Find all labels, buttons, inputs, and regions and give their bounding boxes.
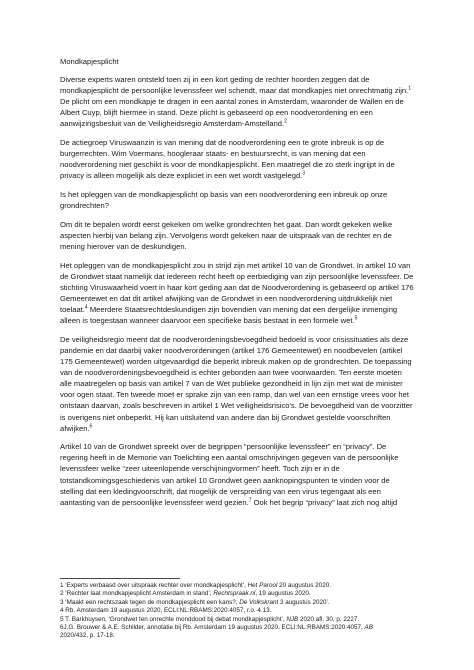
- paragraph-text: De plicht om een mondkapje te dragen in een aantal zones in Amsterdam, waaronder de Wallen en de Albert Cuyp, blijft hiermee in stand. Deze plicht is gebaseerd op een noodverordening en een aanwijzingsbesluit van de Veiligheidsregio Amsterdam-Amstelland.: [60, 97, 404, 129]
- footnote-reference: 3: [302, 170, 306, 177]
- footnote-separator: [60, 578, 180, 579]
- footnote-text: 1 ‘Experts verbaasd over uitspraak rechter over mondkapjesplicht’,: [60, 582, 248, 589]
- footnote: [60, 624, 424, 632]
- body-paragraph: [60, 219, 414, 252]
- footnote-source-title: De Volkskrant: [239, 598, 279, 606]
- footnotes-section: [60, 578, 424, 641]
- footnote-text: 20 augustus 2020.: [277, 582, 331, 589]
- footnote: [60, 590, 424, 598]
- footnote-text: 6J.G. Brouwer & A.E. Schilder, annotatie bij Rb. Amsterdam 19 augustus 2020, ECLI:NL:RBAMS:2020:4057,: [60, 624, 365, 632]
- paragraph-text: Meerdere Staatsrechtdeskundigen zijn bovendien van mening dat een dergelijke inmenging alleen is toegestaan wanneer daarvoor een specifieke basis bestaat in een formele wet.: [60, 305, 398, 326]
- footnote-list: [60, 582, 424, 641]
- footnote-source-title: AB: [364, 624, 373, 632]
- body-paragraph: [60, 189, 414, 211]
- paragraph-text: Ook het begrip “privacy” laat zich nog altijd: [251, 497, 398, 507]
- footnote-text: 2 ‘Rechter laat mondkapjesplicht Amsterdam in stand’,: [60, 590, 214, 598]
- footnote-text: 4 Rb. Amsterdam 19 augustus 2020, ECLI:NL:RBAMS:2020:4057, r.o. 4.13.: [60, 607, 272, 615]
- paragraph-text: Is het opleggen van de mondkapjesplicht op basis van een noodverordening een inbreuk op onze grondrechten?: [60, 190, 388, 211]
- footnote-text: 2020 afl. 30, p. 2227.: [298, 615, 360, 623]
- footnote-text: 3 ‘Maakt een rechtszaak tegen de mondkapjesplicht een kans?,: [60, 598, 240, 606]
- footnote: [60, 607, 424, 615]
- footnote-source-title: Rechtspraak.nl: [213, 590, 256, 598]
- footnote: [60, 599, 424, 607]
- paragraph-text: Diverse experts waren ontsteld toen zij in een kort geding de rechter hoorden zeggen dat de mondkapjesplicht de persoonlijke levenssfeer wel schendt, maar dat mondkapjes niet onrechtmatig zijn.: [60, 75, 409, 96]
- body-paragraph: [60, 441, 414, 508]
- footnote-text: 3 augustus 2020’.: [278, 598, 330, 606]
- footnote: [60, 582, 424, 590]
- footnote-text: 5 T. Barkhuysen, ‘Grondwet ten onrechte monddood bij debat mondkapjesplicht’,: [60, 615, 287, 623]
- footnote-reference: 7: [248, 497, 252, 504]
- footnote-text: , 19 augustus 2020.: [255, 590, 311, 598]
- footnote-reference: 1: [408, 85, 412, 92]
- footnote: [60, 632, 424, 640]
- footnote-reference: 4: [84, 304, 88, 311]
- footnote-reference: 2: [284, 118, 287, 125]
- document-title: Mondkapjesplicht: [60, 57, 119, 66]
- footnote-text: 2020/432, p. 17-18.: [60, 632, 115, 640]
- paragraph-text: Om dit te bepalen wordt eerst gekeken om welke grondrechten het gaat. Dan wordt gekeken welke aspecten hierbij van belang zijn. Vervolgens wordt gekeken naar de uitspraak van de rechter en de mening hierover van de deskundigen.: [60, 219, 393, 251]
- paragraph-text: Het opleggen van de mondkapjesplicht zou in strijd zijn met artikel 10 van de Grondwet. In artikel 10 van de Grondwet staat namelijk dat iedereen recht heeft op eerbiediging van zijn persoonlijke levenssfeer. De stichting Viruswaarheid voert in haar kort geding aan dat de Noodverordening is gebaseerd op artikel 176 Gemeentewet en dat dit artikel afwijking van de Grondwet in een noodverordening uitdrukkelijk niet toelaat.: [60, 260, 414, 315]
- footnote-source-title: NJB: [286, 615, 299, 623]
- body-paragraph: [60, 137, 414, 181]
- footnote-reference: 6: [89, 423, 93, 430]
- paragraph-text: De veiligheidsregio meent dat de noodverordeningsbevoegdheid bedoeld is voor crisissituaties als deze pandemie en dat daarbij vaker noodverordeningen (artikel 176 Gemeentewet) en noodbevelen (artikel 175 Gemeentewet) worden uitgevaardigd die beperkt inbreuk maken op de grondrechten. De toepassing van de noodverordeningsbevoegdheid is echter gebonden aan twee voorwaarden. Ten eerste moeten alle maatregelen op basis van artikel 7 van de Wet publieke gezondheid in lijn zijn met wat de minister voor ogen staat. Ten tweede moet er sprake zijn van een ramp, dan wel van een ernstige vrees voor het ontstaan daarvan, zoals beschreven in artikel 1 Wet veiligheidsrisico's. De bevoegdheid van de voorzitter is overigens niet onbeperkt. Hij kan uitsluitend van andere dan bij Grondwet gestelde voorschriften afwijken.: [60, 334, 413, 433]
- paragraph-text: De actiegroep Viruswaanzin is van mening dat de noodverordening een te grote inbreuk is op de burgerrechten. Wim Voermans, hoogleraar staats- en bestuursrecht, is van mening dat een noodverordening niet geschikt is voor de mondkapjesplicht. Een maatregel die zo sterk ingrijpt in de privacy is alleen mogelijk als deze expliciet in een wet wordt vastgelegd.: [60, 138, 395, 181]
- body-paragraph: [60, 334, 414, 434]
- body-paragraph: [60, 74, 414, 129]
- footnote-reference: 5: [354, 315, 358, 322]
- document-body: [60, 74, 414, 508]
- paragraph-text: Artikel 10 van de Grondwet spreekt over de begrippen “persoonlijke levenssfeer” en “privacy”. De regering heeft in de Memorie van Toelichting een aantal omschrijvingen gegeven van de persoonlijke levenssfeer welke “zeer uiteenlopende verschijningvormen” heeft. Toch zijn er in de totstandkomingsgeschiedenis van artikel 10 Grondwet geen aanknopingspunten te vinden voor de stelling dat een kledingvoorschrift, dat mogelijk de verspreiding van een virus tegengaat als een aantasting van de persoonlijke levenssfeer werd gezien.: [60, 442, 399, 507]
- body-paragraph: [60, 260, 414, 327]
- footnote: [60, 616, 424, 624]
- footnote-source-title: Het Parool: [247, 582, 278, 589]
